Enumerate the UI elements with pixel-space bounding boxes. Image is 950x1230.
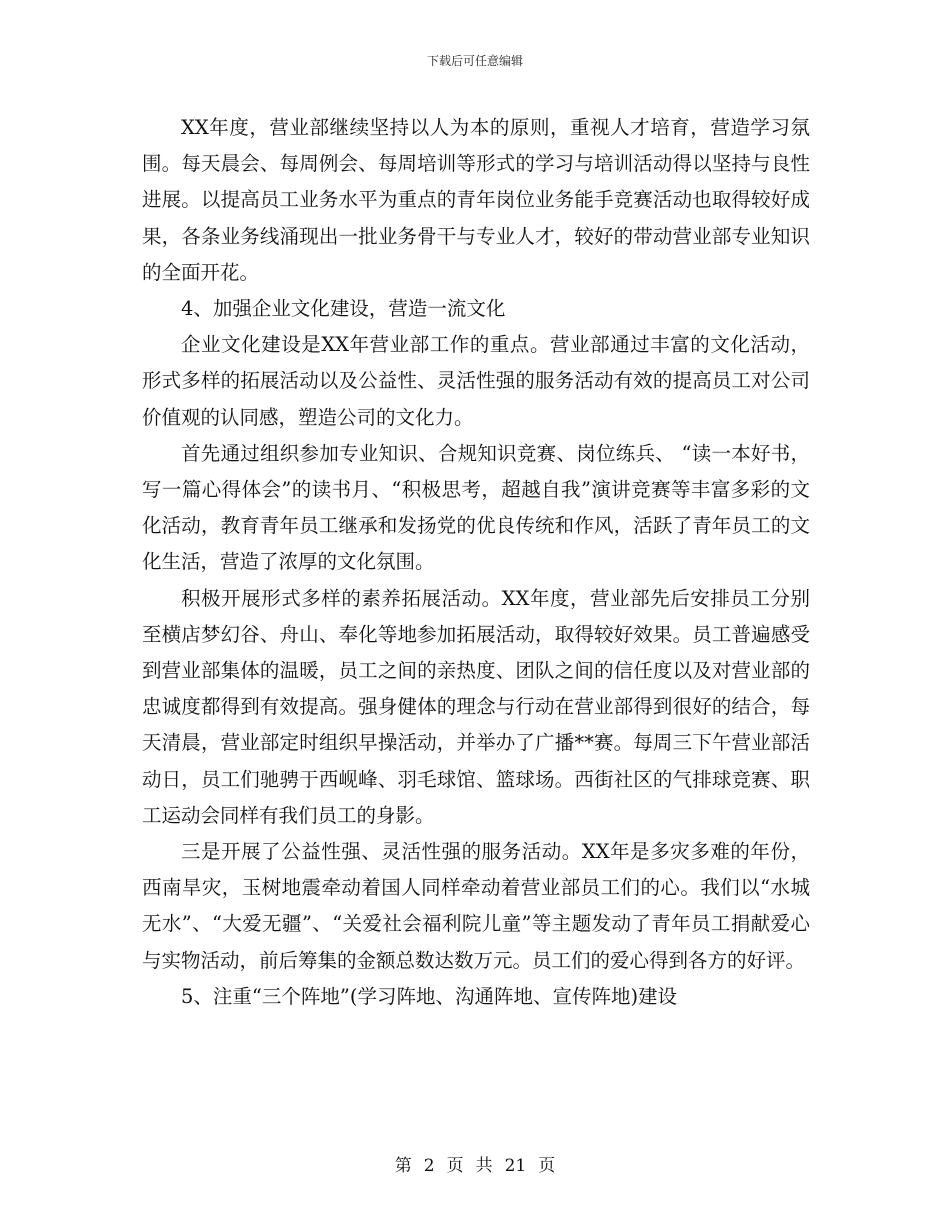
section-heading-three-fronts: 5、注重“三个阵地”(学习阵地、沟通阵地、宣传阵地)建设	[181, 984, 678, 1008]
document-body	[142, 110, 810, 1015]
footer-total-pages: 21	[504, 1156, 527, 1176]
footer-page-word: 页	[446, 1156, 464, 1176]
footer-current-page: 2	[423, 1156, 435, 1176]
paragraph-expansion-activities: 积极开展形式多样的素养拓展活动。XX年度，营业部先后安排员工分别至横店梦幻谷、舟山、奉化等地参加拓展活动，取得较好效果。员工普遍感受到营业部集体的温暖，员工之间的亲热度、团队之间的信任度以及对营业部的忠诚度都得到有效提高。强身健体的理念与行动在营业部得到很好的结合，每天清晨，营业部定时组织早操活动，并举办了广播**赛。每周三下午营业部活动日，员工们驰骋于西岘峰、羽毛球馆、篮球场。西街社区的气排球竞赛、职工运动会同样有我们员工的身影。	[142, 586, 810, 827]
paragraph-public-service: 三是开展了公益性强、灵活性强的服务活动。XX年是多灾多难的年份，西南旱灾，玉树地震牵动着国人同样牵动着营业部员工们的心。我们以“水城无水”、“大爱无疆”、“关爱社会福利院儿童”等主题发动了青年员工捐献爱心与实物活动，前后筹集的金额总数达数万元。员工们的爱心得到各方的好评。	[142, 840, 810, 972]
section-heading-culture: 4、加强企业文化建设，营造一流文化	[181, 297, 506, 321]
footer-suffix: 页	[538, 1156, 556, 1176]
paragraph-culture-focus: 企业文化建设是XX年营业部工作的重点。营业部通过丰富的文化活动，形式多样的拓展活动以及公益性、灵活性强的服务活动有效的提高员工对公司价值观的认同感，塑造公司的文化力。	[142, 333, 810, 429]
footer-total-word: 共	[475, 1156, 493, 1176]
footer-prefix: 第	[394, 1156, 412, 1176]
page-header-note: 下载后可任意编辑	[426, 54, 523, 68]
page-number-footer	[0, 1155, 950, 1177]
paragraph-cultural-activities: 首先通过组织参加专业知识、合规知识竞赛、岗位练兵、 “读一本好书，写一篇心得体会”的读书月、“积极思考，超越自我”演讲竞赛等丰富多彩的文化活动，教育青年员工继承和发扬党的优良传统和作风，活跃了青年员工的文化生活，营造了浓厚的文化氛围。	[142, 441, 810, 574]
paragraph-talent-training: XX年度，营业部继续坚持以人为本的原则，重视人才培育，营造学习氛围。每天晨会、每周例会、每周培训等形式的学习与培训活动得以坚持与良性进展。以提高员工业务水平为重点的青年岗位业务能手竞赛活动也取得较好成果，各条业务线涌现出一批业务骨干与专业人才，较好的带动营业部专业知识的全面开花。	[142, 116, 810, 284]
